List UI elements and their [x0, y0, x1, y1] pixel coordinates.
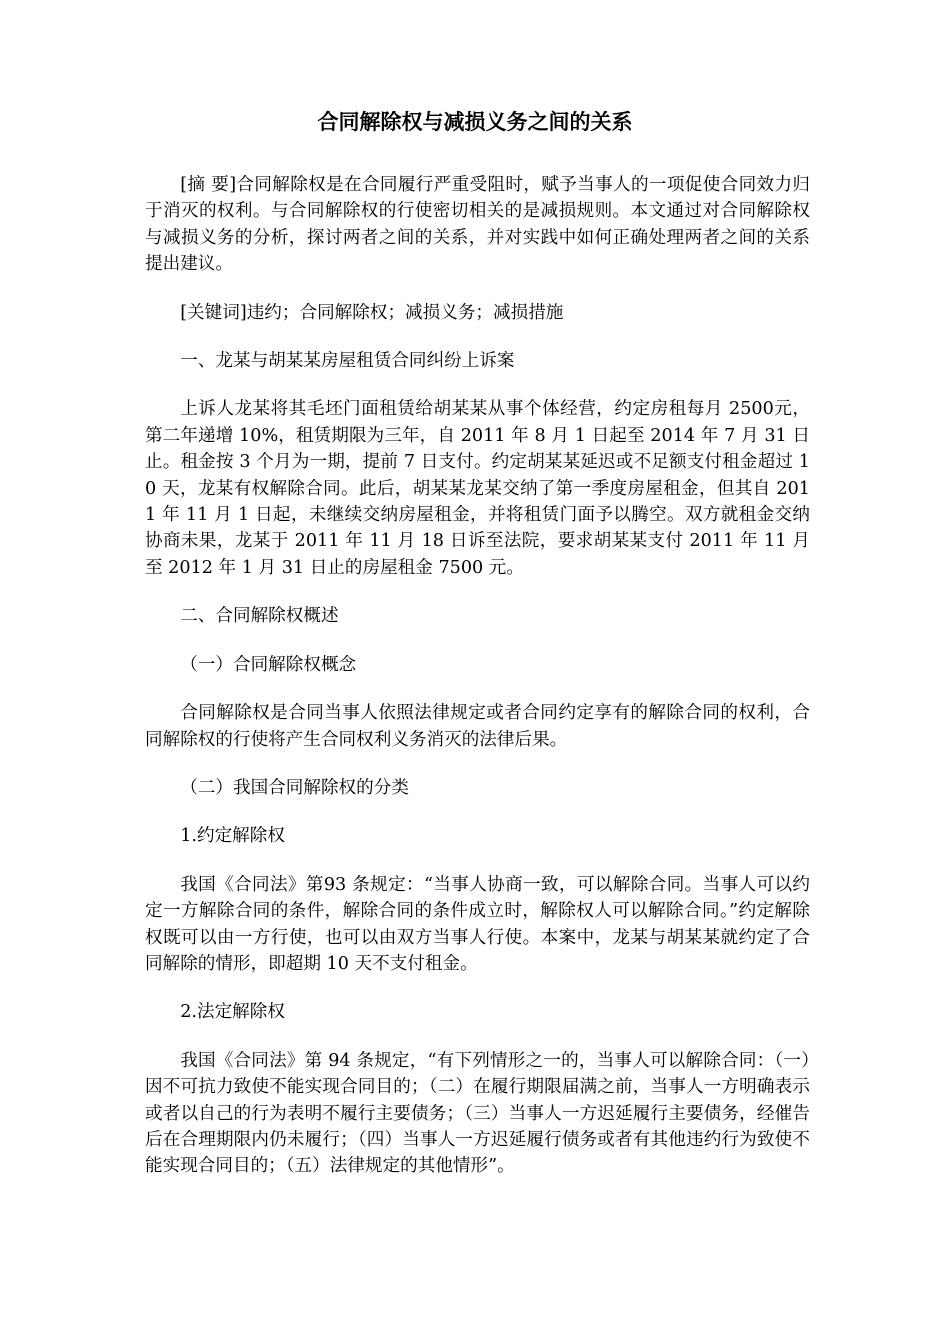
abstract-paragraph: [摘 要]合同解除权是在合同履行严重受阻时，赋予当事人的一项促使合同效力归于消灭的权利。与合同解除权的行使密切相关的是减损规则。本文通过对合同解除权与减损义务的分析，探讨两者之间的关系，并对实践中如何正确处理两者之间的关系提出建议。 — [145, 175, 810, 275]
subsection-heading-classification: （二）我国合同解除权的分类 — [180, 777, 409, 798]
document-body — [145, 172, 810, 1202]
section-heading-1: 一、龙某与胡某某房屋租赁合同纠纷上诉案 — [180, 351, 515, 372]
item-heading-statutory-rescission: 2.法定解除权 — [180, 1002, 285, 1023]
concept-paragraph: 合同解除权是合同当事人依照法律规定或者合同约定享有的解除合同的权利，合同解除权的行使将产生合同权利义务消灭的法律后果。 — [145, 703, 810, 750]
keywords-paragraph: [关键词]违约；合同解除权；减损义务；减损措施 — [180, 302, 564, 323]
case-paragraph: 上诉人龙某将其毛坯门面租赁给胡某某从事个体经营，约定房租每月 2500元，第二年递增 10%，租赁期限为三年，自 2011 年 8 月 1 日起至 2014 年 7 月 31 日止。租金按 3 个月为一期，提前 7 日支付。约定胡某某延迟或不足额支付租金超过 10 天，龙某有权解除合同。此后，胡某某龙某交纳了第一季度房屋租金，但其自 2011 年 11 月 1 日起，未继续交纳房屋租金，并将租赁门面予以腾空。双方就租金交纳协商未果，龙某于 2011 年 11 月 18 日诉至法院，要求胡某某支付 2011 年 11 月至 2012 年 1 月 31 日止的房屋租金 7500 元。 — [145, 399, 810, 578]
item-heading-agreed-rescission: 1.约定解除权 — [180, 826, 285, 847]
subsection-heading-concept: （一）合同解除权概念 — [180, 654, 357, 675]
document-title: 合同解除权与减损义务之间的关系 — [317, 109, 633, 134]
statutory-rescission-paragraph: 我国《合同法》第 94 条规定，“有下列情形之一的，当事人可以解除合同：（一）因不可抗力致使不能实现合同目的；（二）在履行期限届满之前，当事人一方明确表示或者以自己的行为表明不履行主要债务；（三）当事人一方迟延履行主要债务，经催告后在合理期限内仍未履行；（四）当事人一方迟延履行债务或者有其他违约行为致使不能实现合同目的；（五）法律规定的其他情形”。 — [145, 1050, 810, 1177]
section-heading-2: 二、合同解除权概述 — [180, 606, 339, 627]
agreed-rescission-paragraph: 我国《合同法》第93 条规定：“当事人协商一致，可以解除合同。当事人可以约定一方解除合同的条件，解除合同的条件成立时，解除权人可以解除合同。”约定解除权既可以由一方行使，也可以由双方当事人行使。本案中，龙某与胡某某就约定了合同解除的情形，即超期 10 天不支付租金。 — [145, 874, 810, 974]
